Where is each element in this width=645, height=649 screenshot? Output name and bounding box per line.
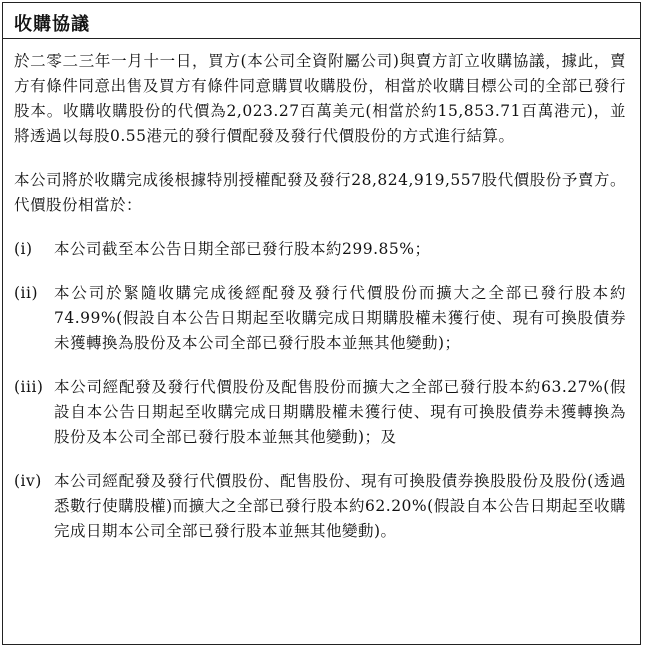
list-item-label: (ii) [14,284,39,302]
list-item [14,469,626,544]
heading-bar [3,3,640,39]
document-frame [2,2,641,645]
list-item-label: (iv) [14,472,42,490]
section-heading: 收購協議 [14,14,90,35]
list-item [14,375,626,450]
document-body [14,49,626,563]
list-item [14,237,626,262]
list-item [14,281,626,356]
list-item-text: 本公司經配發及發行代價股份及配售股份而擴大之全部已發行股本約63.27%(假設自本公告日期起至收購完成日期購股權未獲行使、現有可換股債券未獲轉換為股份及本公司全部已發行股本並無其他變動)；及 [54,378,626,446]
list-item-text: 本公司經配發及發行代價股份、配售股份、現有可換股債券換股股份及股份(透過悉數行使購股權)而擴大之全部已發行股本約62.20%(假設自本公告日期起至收購完成日期本公司全部已發行股本並無其他變動)。 [54,472,626,540]
list-item-text: 本公司於緊隨收購完成後經配發及發行代價股份而擴大之全部已發行股本約74.99%(假設自本公告日期起至收購完成日期購股權未獲行使、現有可換股債券未獲轉換為股份及本公司全部已發行股本並無其他變動)； [54,284,626,352]
list-item-label: (iii) [14,378,44,396]
paragraph-agreement: 於二零二三年一月十一日，買方(本公司全資附屬公司)與賣方訂立收購協議，據此，賣方有條件同意出售及買方有條件同意購買收購股份，相當於收購目標公司的全部已發行股本。收購收購股份的代價為2,023.27百萬美元(相當於約15,853.71百萬港元)，並將透過以每股0.55港元的發行價配發及發行代價股份的方式進行結算。 [14,52,626,145]
paragraph-consideration-shares: 本公司將於收購完成後根據特別授權配發及發行28,824,919,557股代價股份予賣方。代價股份相當於： [14,171,626,214]
list-item-label: (i) [14,240,33,258]
list-item-text: 本公司截至本公告日期全部已發行股本約299.85%； [54,240,431,258]
